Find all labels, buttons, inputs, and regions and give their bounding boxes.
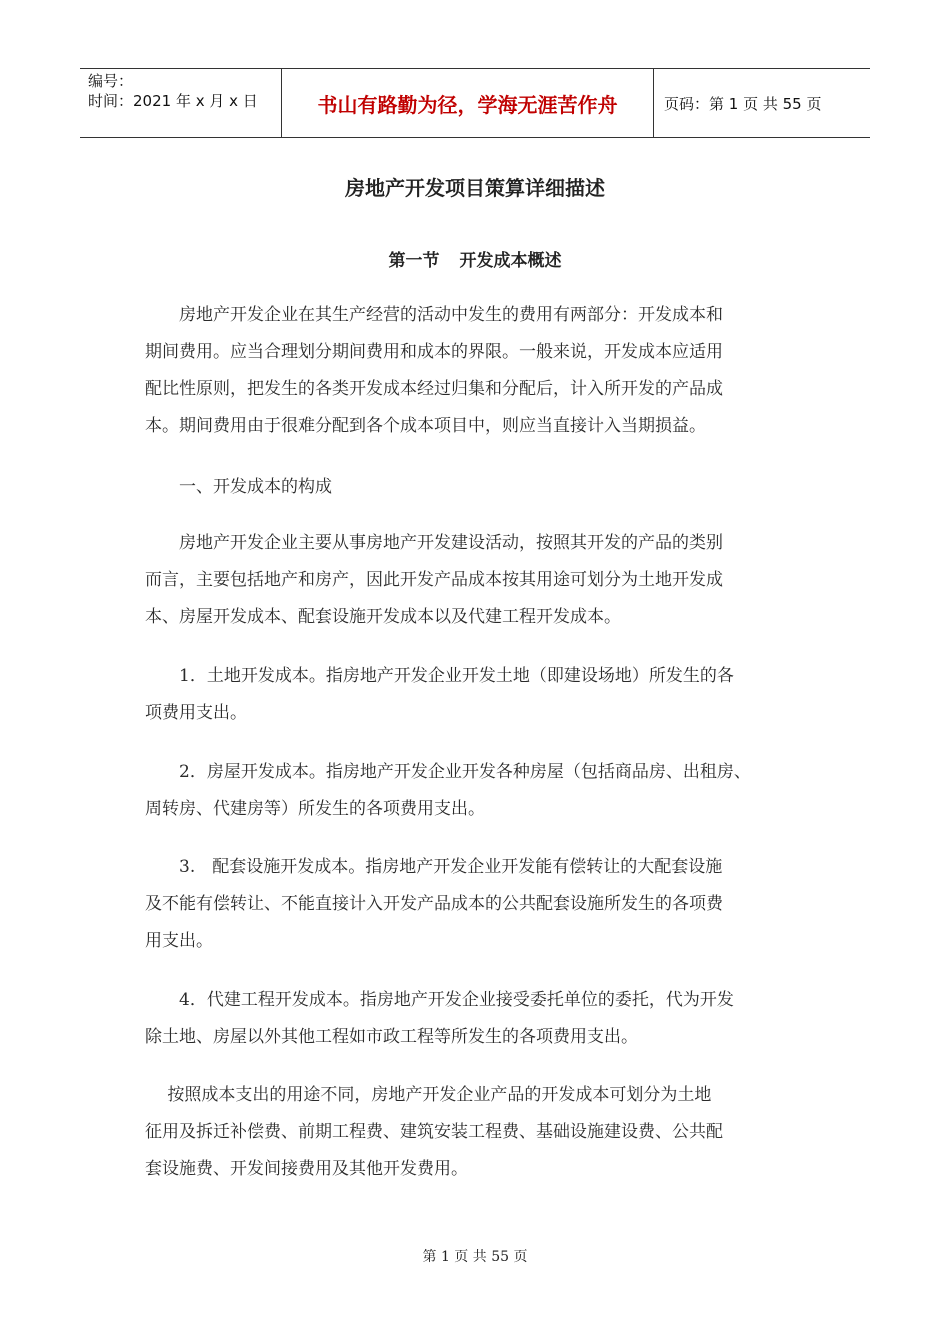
- motto-text: 书山有路勤为径，学海无涯苦作舟: [317, 92, 618, 117]
- time-label: 时间：2021 年 x 月 x 日: [88, 92, 258, 110]
- body-line: 套设施费、开发间接费用及其他开发费用。: [145, 1159, 468, 1179]
- page-info: 页码：第 1 页 共 55 页: [664, 94, 822, 113]
- body-line: 及不能有偿转让、不能直接计入开发产品成本的公共配套设施所发生的各项费: [145, 894, 723, 914]
- header-page-cell: [654, 69, 870, 137]
- body-line: 用支出。: [145, 931, 213, 951]
- body-line: 除土地、房屋以外其他工程如市政工程等所发生的各项费用支出。: [145, 1027, 638, 1047]
- body-line: 3. 配套设施开发成本。指房地产开发企业开发能有偿转让的大配套设施: [145, 857, 723, 877]
- body-line: 按照成本支出的用途不同，房地产开发企业产品的开发成本可划分为土地: [145, 1085, 712, 1105]
- body-line: 项费用支出。: [145, 703, 247, 723]
- body-line: 配比性原则，把发生的各类开发成本经过归集和分配后，计入所开发的产品成: [145, 379, 723, 399]
- body-line: 本、房屋开发成本、配套设施开发成本以及代建工程开发成本。: [145, 607, 621, 627]
- number-label: 编号：: [88, 72, 134, 90]
- section-name: 开发成本概述: [459, 251, 562, 271]
- page-footer: 第 1 页 共 55 页: [422, 1249, 528, 1265]
- body-line: 房地产开发企业在其生产经营的活动中发生的费用有两部分：开发成本和: [145, 305, 723, 325]
- header-left-cell: [80, 69, 281, 137]
- section-number: 第一节: [388, 251, 440, 271]
- body-line: 征用及拆迁补偿费、前期工程费、建筑安装工程费、基础设施建设费、公共配: [145, 1122, 723, 1142]
- section-heading: [0, 246, 950, 271]
- body-line: 周转房、代建房等）所发生的各项费用支出。: [145, 799, 485, 819]
- body-line: 本。期间费用由于很难分配到各个成本项目中，则应当直接计入当期损益。: [145, 416, 706, 436]
- subheading: 一、开发成本的构成: [145, 477, 332, 497]
- body-line: 1．土地开发成本。指房地产开发企业开发土地（即建设场地）所发生的各: [145, 666, 734, 686]
- header-table: [80, 68, 870, 138]
- body-line: 4．代建工程开发成本。指房地产开发企业接受委托单位的委托，代为开发: [145, 990, 734, 1010]
- body-line: 2．房屋开发成本。指房地产开发企业开发各种房屋（包括商品房、出租房、: [145, 762, 751, 782]
- document-title: 房地产开发项目策算详细描述: [345, 176, 605, 200]
- body-line: 房地产开发企业主要从事房地产开发建设活动，按照其开发的产品的类别: [145, 533, 723, 553]
- body-line: 期间费用。应当合理划分期间费用和成本的界限。一般来说，开发成本应适用: [145, 342, 723, 362]
- header-motto-cell: [281, 69, 654, 137]
- body-line: 而言，主要包括地产和房产，因此开发产品成本按其用途可划分为土地开发成: [145, 570, 723, 590]
